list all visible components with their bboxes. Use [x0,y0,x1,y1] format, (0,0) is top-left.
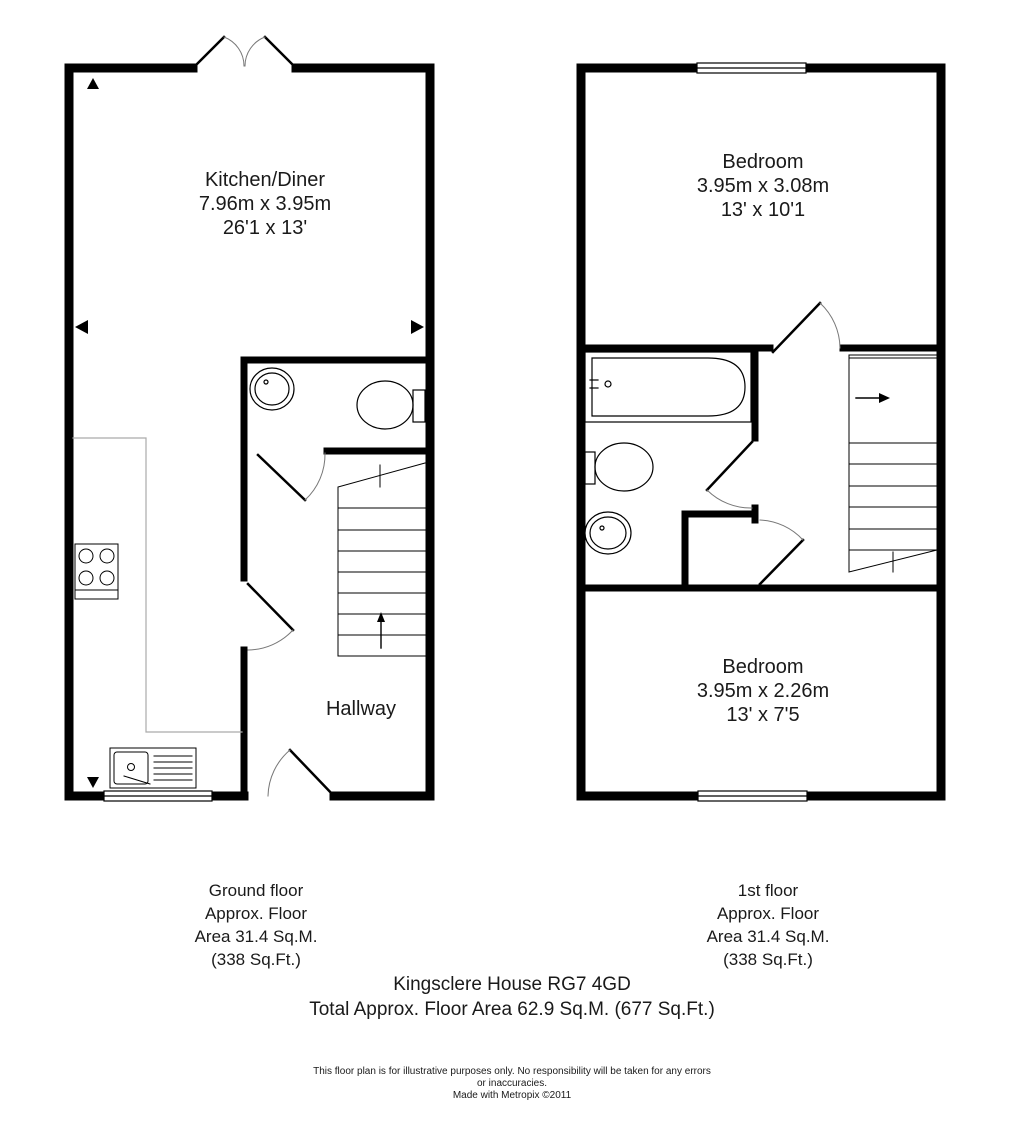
first-basin-icon [585,512,631,554]
hallway-label [300,697,422,721]
hob-icon [75,544,118,599]
bathroom-door-icon [707,442,752,508]
kitchen-metric: 7.96m x 3.95m [198,193,332,215]
toilet-icon [357,381,425,429]
hallway-name: Hallway [325,698,397,720]
ground-internal-walls [244,360,430,796]
property-address: Kingsclere House RG7 4GD [393,974,631,995]
basin-icon [250,368,294,410]
metropix-credit: Made with Metropix ©2011 [452,1090,572,1101]
kitchen-door-icon [248,584,293,650]
front-door-icon [268,750,334,796]
bedroom2-name: Bedroom [722,656,804,678]
bedroom1-window-icon [697,63,806,73]
wc-door-icon [258,453,325,500]
kitchen-imperial: 26'1 x 13' [222,217,308,239]
bedroom2-metric: 3.95m x 2.26m [696,680,830,702]
bedroom1-label [650,150,876,222]
first-floor-line2: Area 31.4 Sq.M. [706,927,830,946]
kitchen-name: Kitchen/Diner [204,169,326,191]
bedroom1-name: Bedroom [722,151,804,173]
total-floor-area: Total Approx. Floor Area 62.9 Sq.M. (677 Sq.Ft.) [309,999,715,1020]
french-doors-icon [193,37,296,68]
kitchen-worktop [73,438,242,732]
bedroom1-metric: 3.95m x 3.08m [696,175,830,197]
first-staircase [849,355,937,572]
disclaimer-line1: This floor plan is for illustrative purposes only. No responsibility will be taken for any errors [313,1066,711,1077]
disclaimer [0,1066,1024,1102]
sink-icon [110,748,196,788]
ground-staircase [338,463,425,656]
stairs-arrow-icon [879,393,890,403]
first-toilet-icon [585,443,653,491]
ground-floor-summary [156,879,356,971]
first-floor-name: 1st floor [737,881,799,900]
ground-floor-line3: (338 Sq.Ft.) [211,950,301,969]
first-floor-summary [668,879,868,971]
bedroom2-imperial: 13' x 7'5 [726,704,800,726]
disclaimer-line2: or inaccuracies. [476,1078,548,1089]
bath-icon [585,352,751,422]
ground-floor-name: Ground floor [208,881,304,900]
first-internal-walls [581,348,941,588]
bedroom2-door-icon [760,520,803,584]
kitchen-label [150,168,380,240]
bedroom1-door-icon [773,303,840,352]
first-floor-line1: Approx. Floor [716,904,820,923]
bedroom1-imperial: 13' x 10'1 [720,199,806,221]
bedroom2-label [650,655,876,727]
ground-floor-line1: Approx. Floor [204,904,308,923]
ground-floor-plan [69,37,430,801]
kitchen-window-icon [104,791,212,801]
first-floor-line3: (338 Sq.Ft.) [723,950,813,969]
ground-floor-line2: Area 31.4 Sq.M. [194,927,318,946]
bedroom2-window-icon [698,791,807,801]
property-summary [0,972,1024,1022]
